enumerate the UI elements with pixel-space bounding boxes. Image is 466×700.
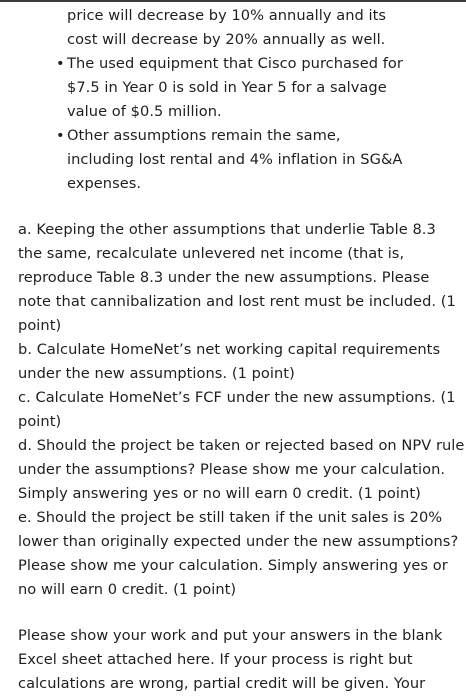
question-line: c. Calculate HomeNet’s FCF under the new assumptions. (1 <box>18 389 456 406</box>
question-line: note that cannibalization and lost rent must be included. (1 <box>18 293 456 310</box>
instruction-line: Excel sheet attached here. If your process is right but <box>18 651 413 668</box>
question-line: a. Keeping the other assumptions that underlie Table 8.3 <box>18 221 436 238</box>
question-line: under the assumptions? Please show me your calculation. <box>18 461 446 478</box>
bullet-text-line: including lost rental and 4% inflation in SG&A <box>67 151 403 168</box>
question-line: Please show me your calculation. Simply answering yes or <box>18 557 448 574</box>
instructions-paragraph <box>18 624 458 696</box>
question-line: reproduce Table 8.3 under the new assumptions. Please <box>18 269 430 286</box>
assumption-list <box>56 4 456 196</box>
instruction-line: calculations are wrong, partial credit will be given. Your <box>18 675 426 692</box>
bullet-text-line: value of $0.5 million. <box>67 103 222 120</box>
question-line: the same, recalculate unlevered net income (that is, <box>18 245 405 262</box>
question-line: Simply answering yes or no will earn 0 credit. (1 point) <box>18 485 421 502</box>
question-line: under the new assumptions. (1 point) <box>18 365 295 382</box>
bullet-item-other-assumptions <box>56 124 456 196</box>
bullet-text-line: The used equipment that Cisco purchased for <box>67 55 403 72</box>
bullet-icon: • <box>56 55 65 72</box>
bullet-icon: • <box>56 127 65 144</box>
continuation-line: cost will decrease by 20% annually as well. <box>67 31 386 48</box>
bullet-text-line: expenses. <box>67 175 142 192</box>
question-block <box>18 218 465 602</box>
bullet-text-line: Other assumptions remain the same, <box>67 127 341 144</box>
question-line: e. Should the project be still taken if the unit sales is 20% <box>18 509 443 526</box>
bullet-item-equipment <box>56 52 456 124</box>
question-line: lower than originally expected under the new assumptions? <box>18 533 459 550</box>
question-line: point) <box>18 317 62 334</box>
question-line: d. Should the project be taken or rejected based on NPV rule <box>18 437 465 454</box>
question-line: b. Calculate HomeNet’s net working capital requirements <box>18 341 441 358</box>
bullet-text-line: $7.5 in Year 0 is sold in Year 5 for a salvage <box>67 79 387 96</box>
continuation-line: price will decrease by 10% annually and its <box>67 7 387 24</box>
top-divider <box>0 0 466 2</box>
instruction-line: Please show your work and put your answers in the blank <box>18 627 443 644</box>
question-line: point) <box>18 413 62 430</box>
question-line: no will earn 0 credit. (1 point) <box>18 581 237 598</box>
